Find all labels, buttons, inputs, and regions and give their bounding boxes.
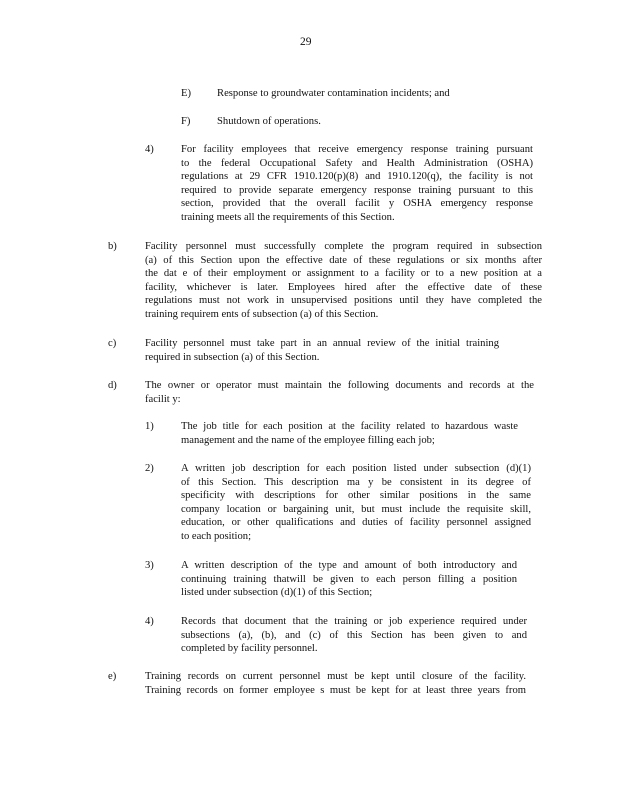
page-number: 29	[300, 36, 312, 48]
item-label: 3)	[145, 560, 154, 571]
item-label: 4)	[145, 144, 154, 155]
item-label: 4)	[145, 616, 154, 627]
item-text: For facility employees that receive emergency response training pursuant to the federal Occupational Safety and Health Administration (OSHA) regulations at 29 CFR 1910.120(p)(8) and 1910.120(q), the facility is not required to provide separate emergency response training pursuant to this section, provided that the overall facilit y OSHA emergency response training meets all the requirements of this Section.	[181, 144, 533, 223]
item-label: E)	[181, 88, 191, 99]
item-text: A written description of the type and amount of both introductory and continuing training thatwill be given to each person filling a position listed under subsection (d)(1) of this Section;	[181, 560, 517, 599]
item-text: The job title for each position at the facility related to hazardous waste management and the name of the employee filling each job;	[181, 421, 518, 446]
item-text: Facility personnel must successfully complete the program required in subsection (a) of this Section upon the effective date of these regulations or six months after the dat e of their employment or assignment to a facility or to a new position at a facility, whichever is later. Employees hired after the effective date of these regulations must not work in unsupervised positions until they have completed the training requirem ents of subsection (a) of this Section.	[145, 241, 542, 320]
item-text: Response to groundwater contamination incidents; and	[217, 88, 450, 99]
item-label: b)	[108, 241, 117, 252]
item-label: F)	[181, 116, 191, 127]
item-label: 2)	[145, 463, 154, 474]
item-label: e)	[108, 671, 117, 682]
item-text: The owner or operator must maintain the following documents and records at the facilit y:	[145, 380, 534, 405]
item-text: Facility personnel must take part in an annual review of the initial training required in subsection (a) of this Section.	[145, 338, 499, 363]
item-label: 1)	[145, 421, 154, 432]
item-text: Training records on current personnel must be kept until closure of the facility. Training records on former employee s must be kept for at least three years from	[145, 671, 526, 696]
item-label: c)	[108, 338, 117, 349]
item-text: Shutdown of operations.	[217, 116, 321, 127]
item-text: Records that document that the training or job experience required under subsections (a), (b), and (c) of this Section has been given to and completed by facility personnel.	[181, 616, 527, 655]
item-label: d)	[108, 380, 117, 391]
item-text: A written job description for each position listed under subsection (d)(1) of this Section. This description ma y be consistent in its degree of specificity with descriptions for other similar positions in the same company location or bargaining unit, but must include the requisite skill, education, or other qualifications and duties of facility personnel assigned to each position;	[181, 463, 531, 542]
